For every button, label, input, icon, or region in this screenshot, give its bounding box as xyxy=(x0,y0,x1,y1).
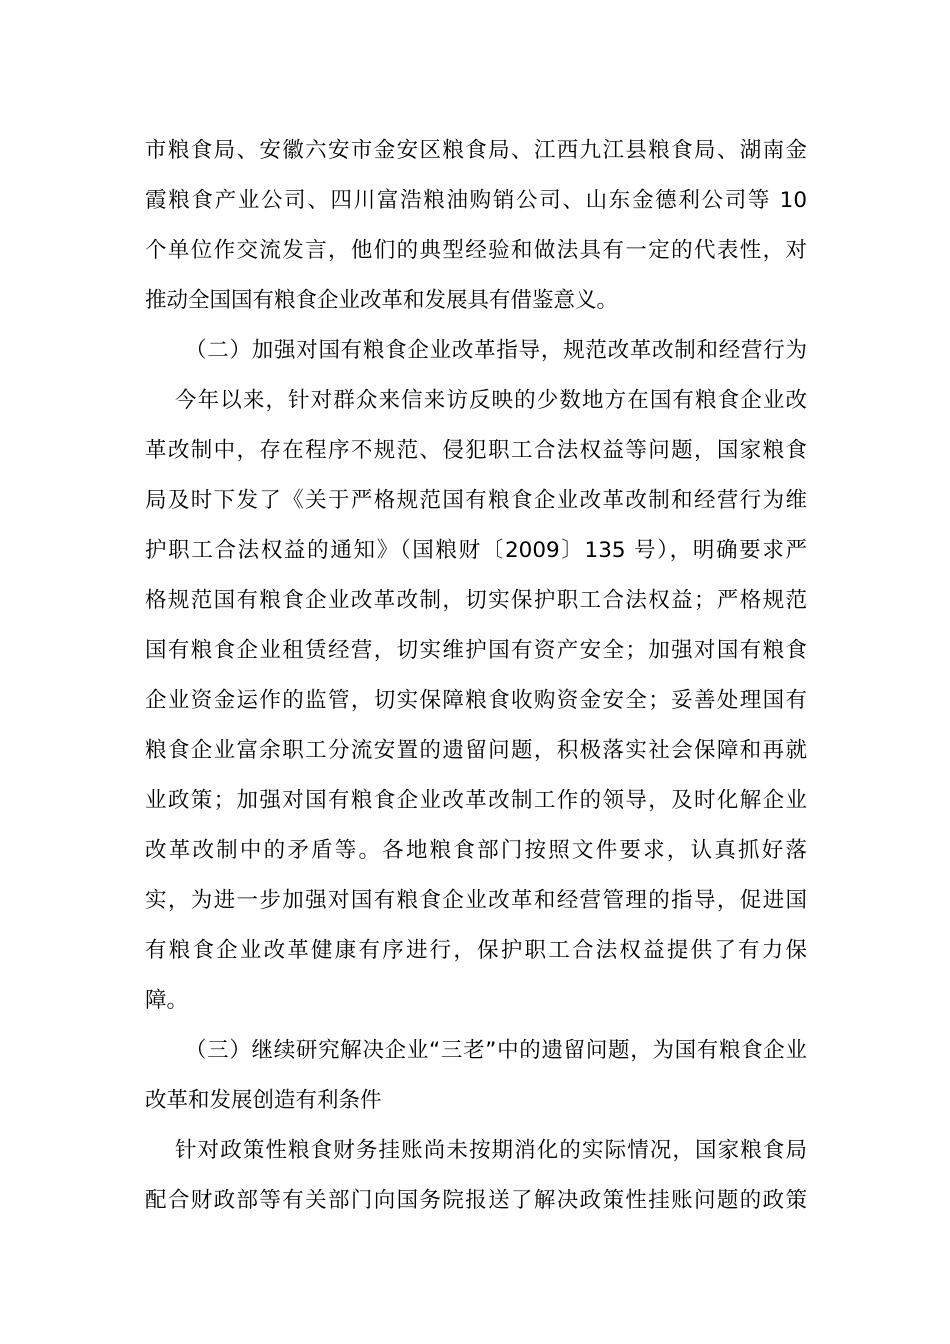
section-heading-3 xyxy=(145,1026,807,1126)
section-heading: （二）加强对国有粮食企业改革指导，规范改革改制和经营行为 xyxy=(185,338,807,363)
text-line: 企业资金运作的监管，切实保障粮食收购资金安全；妥善处理国有 xyxy=(145,688,807,713)
section-heading: （三）继续研究解决企业“三老”中的遗留问题，为国有粮食企业 xyxy=(185,1038,807,1063)
text-line: 实，为进一步加强对国有粮食企业改革和经营管理的指导，促进国 xyxy=(145,888,807,913)
text-line: 市粮食局、安徽六安市金安区粮食局、江西九江县粮食局、湖南金 xyxy=(145,138,807,163)
paragraph-2 xyxy=(145,376,807,1026)
text-line: 有粮食企业改革健康有序进行，保护职工合法权益提供了有力保 xyxy=(145,938,807,963)
text-line: 格规范国有粮食企业改革改制，切实保护职工合法权益；严格规范 xyxy=(145,588,807,613)
section-heading-2 xyxy=(145,326,807,376)
text-line: 国有粮食企业租赁经营，切实维护国有资产安全；加强对国有粮食 xyxy=(145,638,807,663)
paragraph-1 xyxy=(145,126,807,326)
section-heading: 改革和发展创造有利条件 xyxy=(145,1088,382,1113)
text-line: 个单位作交流发言，他们的典型经验和做法具有一定的代表性，对 xyxy=(145,238,807,263)
text-line: 业政策；加强对国有粮食企业改革改制工作的领导，及时化解企业 xyxy=(145,788,807,813)
text-line: 今年以来，针对群众来信来访反映的少数地方在国有粮食企业改 xyxy=(175,388,807,413)
paragraph-3 xyxy=(145,1126,807,1226)
text-line: 霞粮食产业公司、四川富浩粮油购销公司、山东金德利公司等 10 xyxy=(145,188,807,213)
text-line: 障。 xyxy=(145,988,189,1013)
text-line: 配合财政部等有关部门向国务院报送了解决政策性挂账问题的政策 xyxy=(145,1188,807,1213)
text-line: 护职工合法权益的通知》（国粮财〔2009〕135 号），明确要求严 xyxy=(145,538,807,563)
text-line: 针对政策性粮食财务挂账尚未按期消化的实际情况，国家粮食局 xyxy=(175,1138,807,1163)
document-page xyxy=(145,126,807,1226)
text-line: 推动全国国有粮食企业改革和发展具有借鉴意义。 xyxy=(145,288,619,313)
text-line: 革改制中，存在程序不规范、侵犯职工合法权益等问题，国家粮食 xyxy=(145,438,807,463)
text-line: 改革改制中的矛盾等。各地粮食部门按照文件要求，认真抓好落 xyxy=(145,838,807,863)
text-line: 局及时下发了《关于严格规范国有粮食企业改革改制和经营行为维 xyxy=(145,488,807,513)
text-line: 粮食企业富余职工分流安置的遗留问题，积极落实社会保障和再就 xyxy=(145,738,807,763)
